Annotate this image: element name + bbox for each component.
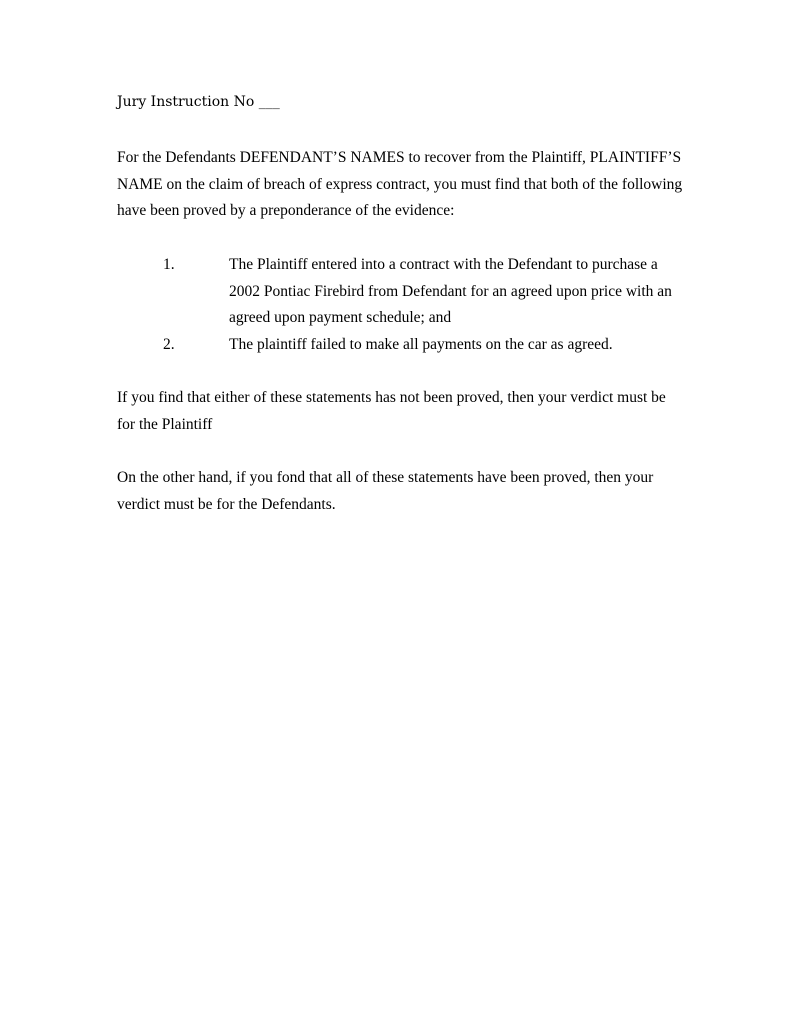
list-item-text: The plaintiff failed to make all payments on the car as agreed. [229, 335, 613, 353]
instruction-heading: Jury Instruction No ___ [117, 94, 280, 110]
intro-paragraph: For the Defendants DEFENDANT’S NAMES to recover from the Plaintiff, PLAINTIFF’S NAME on the claim of breach of express contract, you must find that both of the following have been proved by a preponderance of the evidence: [117, 149, 683, 220]
list-item-number: 2. [163, 335, 175, 353]
list-item-text: The Plaintiff entered into a contract with the Defendant to purchase a 2002 Pontiac Firebird from Defendant for an agreed upon price with an agreed upon payment schedule; and [229, 256, 672, 327]
proved-paragraph: On the other hand, if you fond that all of these statements have been proved, then your verdict must be for the Defendants. [117, 469, 654, 513]
list-item-number: 1. [163, 256, 175, 273]
list-item [117, 332, 687, 359]
list-item [117, 252, 687, 332]
not-proved-paragraph: If you find that either of these statements has not been proved, then your verdict must be for the Plaintiff [117, 389, 666, 433]
elements-list [117, 252, 687, 358]
